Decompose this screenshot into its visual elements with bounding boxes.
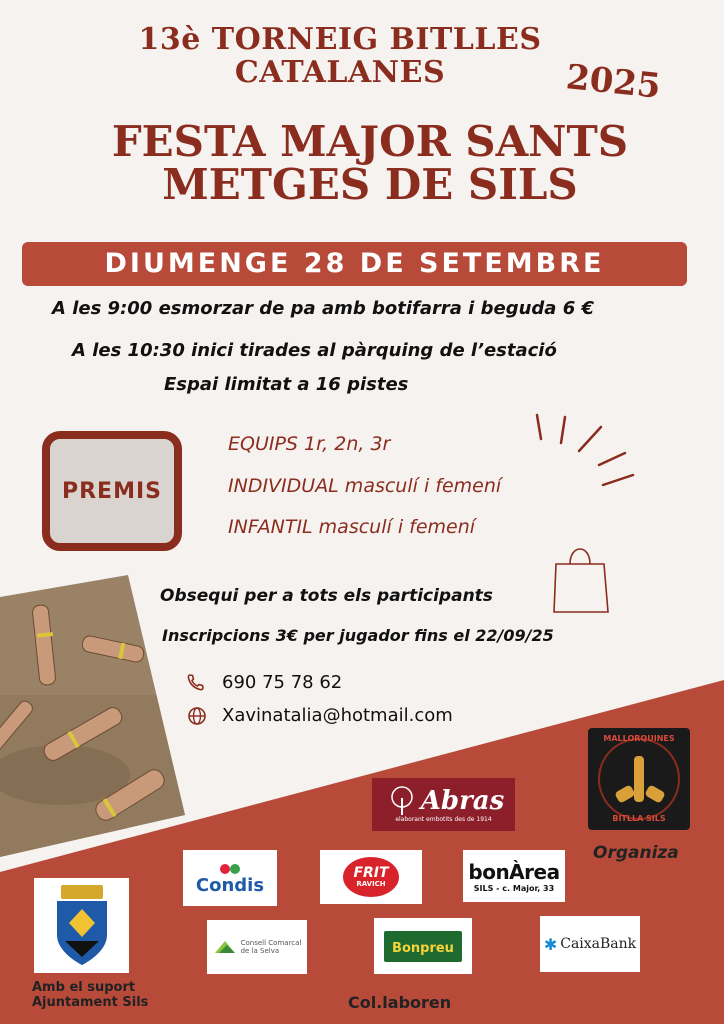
year-label: 2025	[564, 57, 663, 107]
organizer-logo	[588, 728, 690, 830]
skittles-photo	[0, 575, 185, 857]
gift-bag-icon	[550, 540, 610, 616]
coat-of-arms-icon	[47, 883, 117, 969]
bonpreu-name: Bonpreu	[392, 940, 454, 956]
bonarea-name: bonÀrea	[468, 859, 560, 884]
consell-logo	[207, 920, 307, 974]
phone-number: 690 75 78 62	[222, 672, 343, 693]
frit-name: FRIT	[353, 865, 389, 881]
organizer-caption: Organiza	[593, 843, 679, 863]
registration-info: Inscripcions 3€ per jugador fins el 22/09/25	[162, 626, 554, 645]
organizer-ring-top: MALLORQUINES	[603, 734, 675, 743]
consell-mark-icon	[213, 937, 237, 957]
tournament-title-line1: 13è TORNEIG BITLLES	[138, 22, 542, 57]
capacity-info: Espai limitat a 16 pistes	[164, 374, 409, 395]
caixabank-logo	[540, 916, 640, 972]
email-address: Xavinatalia@hotmail.com	[222, 705, 453, 726]
date-banner: DIUMENGE 28 DE SETEMBRE	[22, 242, 687, 286]
support-caption-line1: Amb el suport	[32, 980, 136, 995]
globe-icon	[187, 706, 207, 726]
prize-individual: INDIVIDUAL masculí i femení	[228, 475, 502, 497]
gift-info: Obsequi per a tots els participants	[160, 586, 493, 606]
breakfast-info: A les 9:00 esmorzar de pa amb botifarra i beguda 6 €	[52, 298, 595, 319]
bonpreu-logo	[374, 918, 472, 974]
frit-logo	[320, 850, 422, 904]
prize-children: INFANTIL masculí i femení	[228, 516, 476, 538]
prize-teams: EQUIPS 1r, 2n, 3r	[228, 433, 391, 455]
consell-line1: Consell Comarcal	[240, 939, 302, 947]
tree-icon	[383, 786, 421, 816]
prizes-box	[42, 431, 182, 551]
frit-sub: RAVICH	[356, 880, 386, 888]
condis-name: Condis	[195, 874, 265, 896]
event-title-line1: FESTA MAJOR SANTS	[111, 117, 629, 166]
bonarea-address: SILS - c. Major, 33	[473, 883, 555, 893]
condis-leaf-icon	[215, 861, 245, 875]
organizer-ring-bottom: BITLLA SILS	[612, 814, 666, 823]
abras-tagline: elaborant embotits des de 1914	[395, 816, 492, 823]
event-title-line2: METGES DE SILS	[162, 160, 578, 209]
collaborate-caption: Col.laboren	[348, 993, 452, 1012]
abras-logo	[372, 778, 515, 831]
condis-logo	[183, 850, 277, 906]
support-caption-line2: Ajuntament Sils	[32, 995, 149, 1010]
sparkle-decoration	[525, 405, 645, 495]
support-caption	[32, 980, 148, 1010]
abras-name: Abras	[420, 786, 505, 816]
tournament-title-line2: CATALANES	[234, 55, 446, 90]
phone-icon	[186, 672, 206, 692]
prizes-label: PREMIS	[61, 478, 162, 504]
caixabank-star-icon: ✱	[543, 934, 558, 954]
bonarea-logo	[463, 850, 565, 902]
ajuntament-logo	[34, 878, 129, 973]
start-info: A les 10:30 inici tirades al pàrquing de l’estació	[72, 340, 557, 361]
caixabank-name: CaixaBank	[560, 936, 637, 952]
consell-line2: de la Selva	[240, 947, 280, 955]
